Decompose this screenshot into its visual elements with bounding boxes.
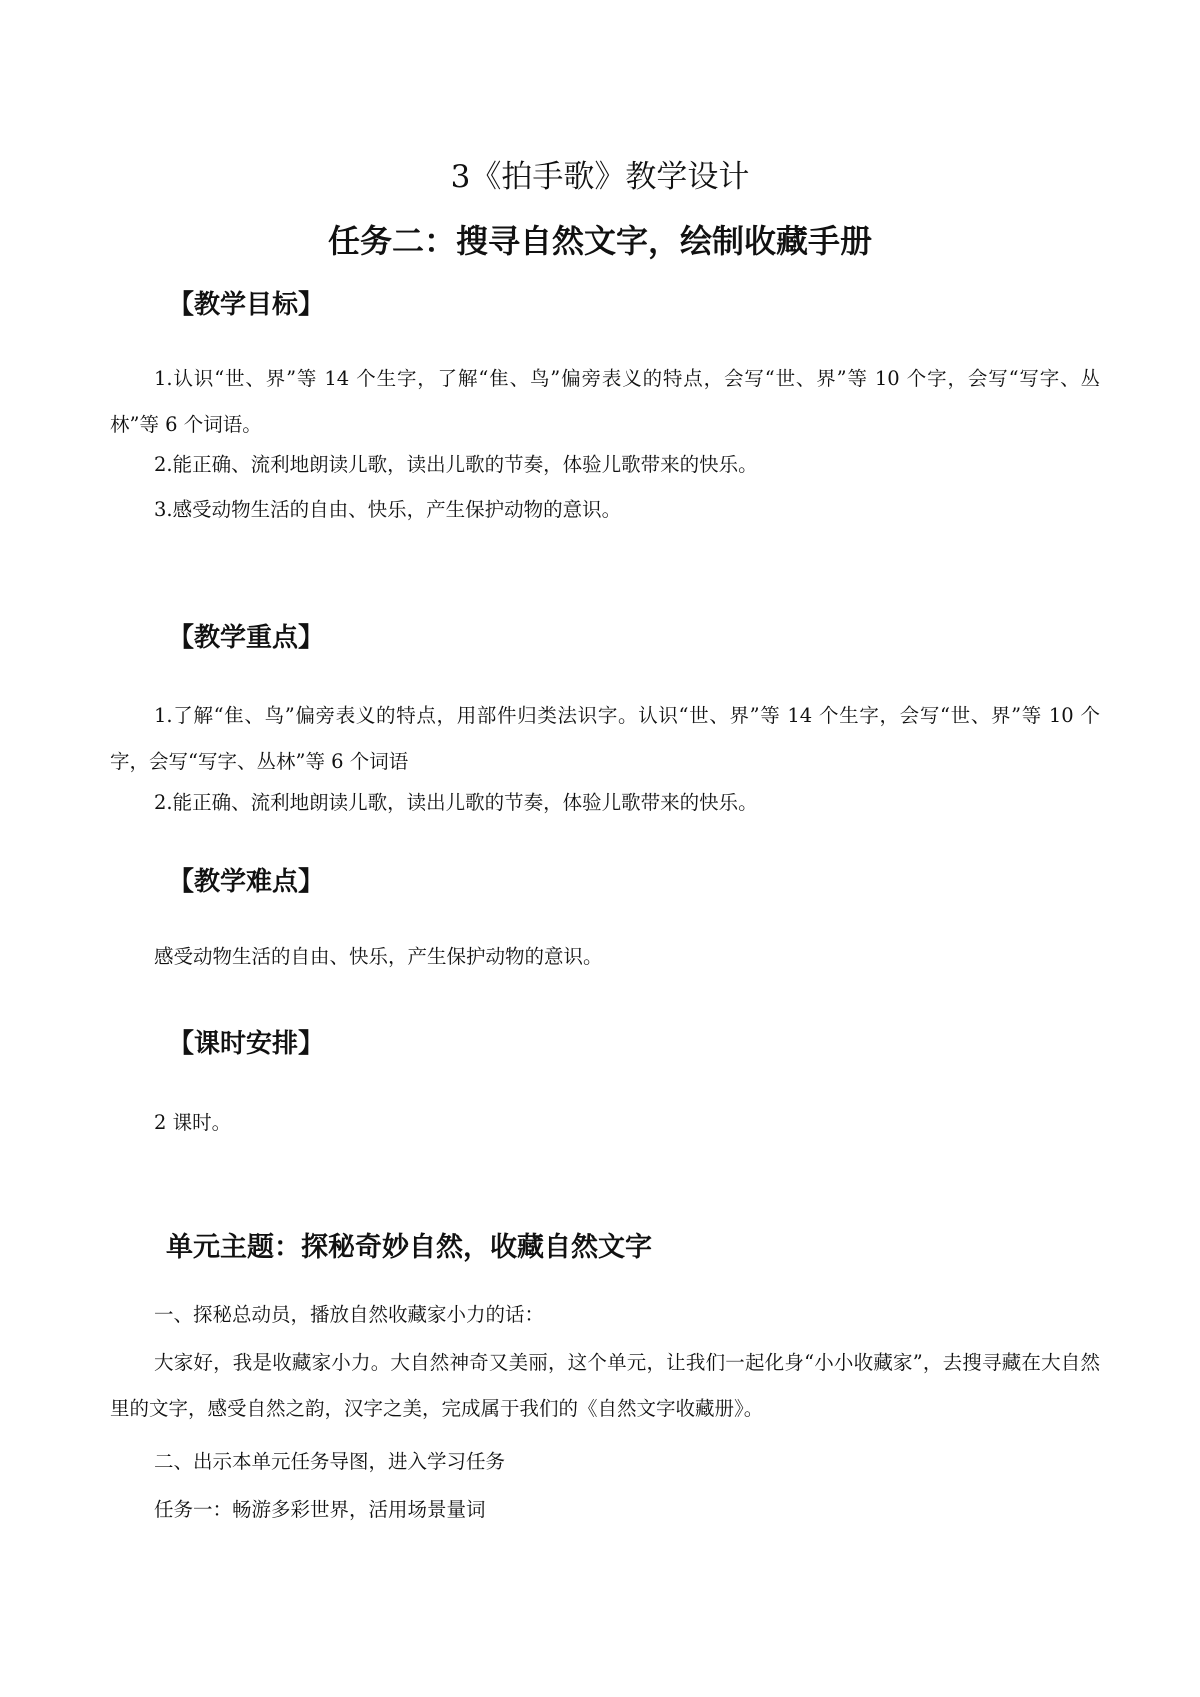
unit-paragraph-4: 任务一：畅游多彩世界，活用场景量词 — [154, 1498, 486, 1521]
key-point-item-1: 1.了解“隹、鸟”偏旁表义的特点，用部件归类法识字。认识“世、界”等 14 个生字，会写“世、界”等 10 个字，会写“写字、丛林”等 6 个词语 — [110, 704, 1100, 773]
objective-item-2: 2.能正确、流利地朗读儿歌，读出儿歌的节奏，体验儿歌带来的快乐。 — [154, 453, 758, 476]
unit-paragraph-1: 一、探秘总动员，播放自然收藏家小力的话： — [154, 1303, 545, 1326]
objective-item-3: 3.感受动物生活的自由、快乐，产生保护动物的意识。 — [154, 498, 622, 521]
document-subtitle: 任务二：搜寻自然文字，绘制收藏手册 — [327, 222, 872, 260]
schedule-heading: 【课时安排】 — [168, 1029, 325, 1059]
unit-paragraph-3: 二、出示本单元任务导图，进入学习任务 — [154, 1450, 506, 1473]
objectives-heading: 【教学目标】 — [168, 290, 325, 320]
key-points-heading: 【教学重点】 — [168, 623, 325, 653]
difficulty-item-1: 感受动物生活的自由、快乐，产生保护动物的意识。 — [154, 945, 603, 968]
unit-theme-heading: 单元主题：探秘奇妙自然，收藏自然文字 — [166, 1232, 652, 1263]
unit-paragraph-2: 大家好，我是收藏家小力。大自然神奇又美丽，这个单元，让我们一起化身“小小收藏家”，去搜寻藏在大自然里的文字，感受自然之韵，汉字之美，完成属于我们的《自然文字收藏册》。 — [110, 1351, 1100, 1420]
difficulties-heading: 【教学难点】 — [168, 867, 325, 897]
document-title: 3《拍手歌》教学设计 — [450, 159, 750, 195]
key-point-item-2: 2.能正确、流利地朗读儿歌，读出儿歌的节奏，体验儿歌带来的快乐。 — [154, 791, 758, 814]
objective-item-1: 1.认识“世、界”等 14 个生字，了解“隹、鸟”偏旁表义的特点，会写“世、界”等 10 个字，会写“写字、丛林”等 6 个词语。 — [110, 367, 1100, 436]
schedule-item-1: 2 课时。 — [154, 1111, 232, 1134]
